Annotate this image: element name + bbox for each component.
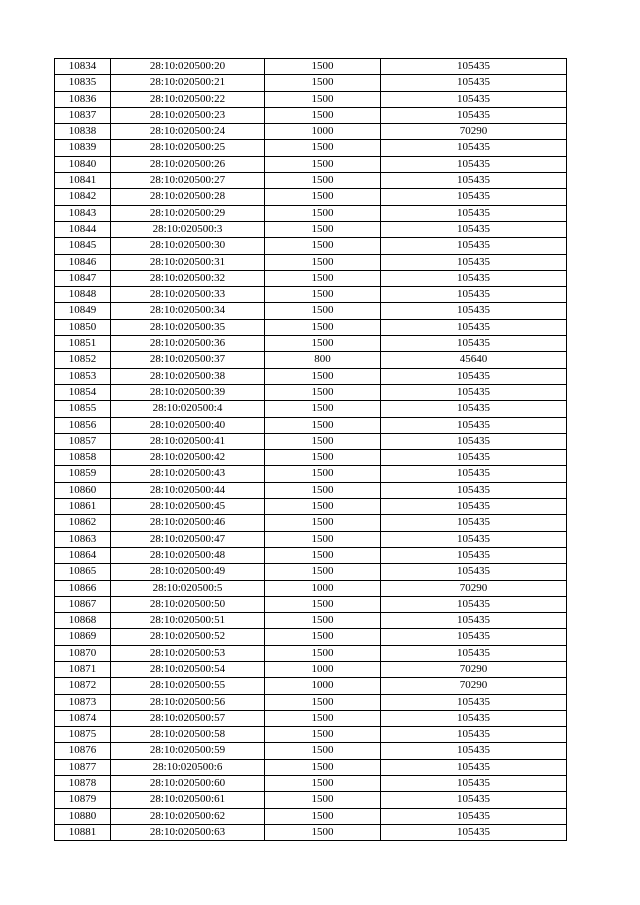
table-row [55, 59, 567, 75]
area-cell: 1500 [265, 107, 381, 123]
row-number-cell: 10877 [55, 759, 111, 775]
cadastral-number-cell: 28:10:020500:23 [111, 107, 265, 123]
table-row [55, 173, 567, 189]
row-number-cell: 10841 [55, 173, 111, 189]
row-number-cell: 10846 [55, 254, 111, 270]
value-cell: 105435 [381, 531, 567, 547]
table-row [55, 482, 567, 498]
area-cell: 1500 [265, 531, 381, 547]
cadastral-number-cell: 28:10:020500:59 [111, 743, 265, 759]
value-cell: 105435 [381, 564, 567, 580]
area-cell: 1500 [265, 368, 381, 384]
table-row [55, 319, 567, 335]
area-cell: 1500 [265, 417, 381, 433]
row-number-cell: 10863 [55, 531, 111, 547]
cadastral-number-cell: 28:10:020500:31 [111, 254, 265, 270]
table-row [55, 433, 567, 449]
table-row [55, 824, 567, 840]
value-cell: 70290 [381, 580, 567, 596]
area-cell: 1000 [265, 580, 381, 596]
value-cell: 45640 [381, 352, 567, 368]
area-cell: 1500 [265, 743, 381, 759]
value-cell: 105435 [381, 433, 567, 449]
row-number-cell: 10869 [55, 629, 111, 645]
area-cell: 1500 [265, 710, 381, 726]
table-row [55, 221, 567, 237]
value-cell: 105435 [381, 776, 567, 792]
table-row [55, 352, 567, 368]
value-cell: 105435 [381, 596, 567, 612]
cadastral-number-cell: 28:10:020500:57 [111, 710, 265, 726]
cadastral-number-cell: 28:10:020500:49 [111, 564, 265, 580]
row-number-cell: 10865 [55, 564, 111, 580]
area-cell: 1500 [265, 303, 381, 319]
row-number-cell: 10850 [55, 319, 111, 335]
area-cell: 1500 [265, 156, 381, 172]
table-row [55, 596, 567, 612]
area-cell: 1500 [265, 694, 381, 710]
row-number-cell: 10867 [55, 596, 111, 612]
row-number-cell: 10854 [55, 384, 111, 400]
area-cell: 1500 [265, 173, 381, 189]
table-row [55, 336, 567, 352]
value-cell: 105435 [381, 189, 567, 205]
value-cell: 105435 [381, 238, 567, 254]
row-number-cell: 10845 [55, 238, 111, 254]
area-cell: 1500 [265, 287, 381, 303]
row-number-cell: 10874 [55, 710, 111, 726]
table-row [55, 661, 567, 677]
row-number-cell: 10864 [55, 547, 111, 563]
cadastral-number-cell: 28:10:020500:62 [111, 808, 265, 824]
cadastral-number-cell: 28:10:020500:25 [111, 140, 265, 156]
cadastral-number-cell: 28:10:020500:28 [111, 189, 265, 205]
area-cell: 1500 [265, 515, 381, 531]
table-row [55, 531, 567, 547]
value-cell: 105435 [381, 824, 567, 840]
cadastral-number-cell: 28:10:020500:27 [111, 173, 265, 189]
cadastral-number-cell: 28:10:020500:22 [111, 91, 265, 107]
cadastral-number-cell: 28:10:020500:43 [111, 466, 265, 482]
area-cell: 1500 [265, 596, 381, 612]
table-row [55, 547, 567, 563]
cadastral-number-cell: 28:10:020500:58 [111, 727, 265, 743]
row-number-cell: 10843 [55, 205, 111, 221]
row-number-cell: 10835 [55, 75, 111, 91]
value-cell: 105435 [381, 156, 567, 172]
value-cell: 105435 [381, 808, 567, 824]
area-cell: 1500 [265, 384, 381, 400]
cadastral-number-cell: 28:10:020500:45 [111, 499, 265, 515]
cadastral-number-cell: 28:10:020500:53 [111, 645, 265, 661]
table-row [55, 629, 567, 645]
value-cell: 105435 [381, 515, 567, 531]
area-cell: 1500 [265, 499, 381, 515]
table-row [55, 254, 567, 270]
cadastral-number-cell: 28:10:020500:5 [111, 580, 265, 596]
value-cell: 105435 [381, 759, 567, 775]
value-cell: 105435 [381, 499, 567, 515]
table-row [55, 515, 567, 531]
row-number-cell: 10840 [55, 156, 111, 172]
value-cell: 70290 [381, 678, 567, 694]
area-cell: 1500 [265, 319, 381, 335]
row-number-cell: 10862 [55, 515, 111, 531]
area-cell: 1500 [265, 140, 381, 156]
area-cell: 1500 [265, 482, 381, 498]
table-row [55, 792, 567, 808]
area-cell: 1000 [265, 124, 381, 140]
row-number-cell: 10853 [55, 368, 111, 384]
area-cell: 1500 [265, 450, 381, 466]
value-cell: 105435 [381, 287, 567, 303]
row-number-cell: 10881 [55, 824, 111, 840]
row-number-cell: 10851 [55, 336, 111, 352]
row-number-cell: 10878 [55, 776, 111, 792]
table-row [55, 189, 567, 205]
area-cell: 1500 [265, 547, 381, 563]
row-number-cell: 10868 [55, 613, 111, 629]
table-row [55, 466, 567, 482]
area-cell: 1500 [265, 189, 381, 205]
row-number-cell: 10880 [55, 808, 111, 824]
cadastral-number-cell: 28:10:020500:38 [111, 368, 265, 384]
table-row [55, 124, 567, 140]
value-cell: 105435 [381, 613, 567, 629]
value-cell: 105435 [381, 384, 567, 400]
cadastral-number-cell: 28:10:020500:54 [111, 661, 265, 677]
row-number-cell: 10872 [55, 678, 111, 694]
row-number-cell: 10873 [55, 694, 111, 710]
value-cell: 105435 [381, 270, 567, 286]
value-cell: 105435 [381, 629, 567, 645]
row-number-cell: 10866 [55, 580, 111, 596]
cadastral-number-cell: 28:10:020500:29 [111, 205, 265, 221]
row-number-cell: 10849 [55, 303, 111, 319]
table-body [55, 59, 567, 841]
row-number-cell: 10836 [55, 91, 111, 107]
value-cell: 105435 [381, 221, 567, 237]
row-number-cell: 10879 [55, 792, 111, 808]
row-number-cell: 10870 [55, 645, 111, 661]
table-row [55, 564, 567, 580]
cadastral-number-cell: 28:10:020500:3 [111, 221, 265, 237]
area-cell: 1500 [265, 792, 381, 808]
cadastre-table [54, 58, 567, 841]
area-cell: 1500 [265, 205, 381, 221]
value-cell: 105435 [381, 319, 567, 335]
area-cell: 1500 [265, 254, 381, 270]
table-row [55, 808, 567, 824]
row-number-cell: 10871 [55, 661, 111, 677]
row-number-cell: 10875 [55, 727, 111, 743]
table-row [55, 156, 567, 172]
cadastral-number-cell: 28:10:020500:51 [111, 613, 265, 629]
area-cell: 1500 [265, 91, 381, 107]
value-cell: 105435 [381, 59, 567, 75]
value-cell: 105435 [381, 547, 567, 563]
cadastral-number-cell: 28:10:020500:46 [111, 515, 265, 531]
value-cell: 105435 [381, 140, 567, 156]
value-cell: 105435 [381, 694, 567, 710]
table-row [55, 140, 567, 156]
table-row [55, 694, 567, 710]
area-cell: 1500 [265, 75, 381, 91]
value-cell: 105435 [381, 107, 567, 123]
row-number-cell: 10834 [55, 59, 111, 75]
value-cell: 105435 [381, 727, 567, 743]
area-cell: 1000 [265, 678, 381, 694]
value-cell: 105435 [381, 173, 567, 189]
value-cell: 105435 [381, 645, 567, 661]
table-row [55, 270, 567, 286]
row-number-cell: 10842 [55, 189, 111, 205]
value-cell: 105435 [381, 401, 567, 417]
value-cell: 105435 [381, 743, 567, 759]
cadastral-number-cell: 28:10:020500:47 [111, 531, 265, 547]
area-cell: 1500 [265, 270, 381, 286]
table-row [55, 75, 567, 91]
cadastral-number-cell: 28:10:020500:4 [111, 401, 265, 417]
table-row [55, 743, 567, 759]
area-cell: 1500 [265, 645, 381, 661]
table-row [55, 776, 567, 792]
cadastral-number-cell: 28:10:020500:36 [111, 336, 265, 352]
area-cell: 1000 [265, 661, 381, 677]
value-cell: 105435 [381, 336, 567, 352]
area-cell: 1500 [265, 401, 381, 417]
value-cell: 105435 [381, 303, 567, 319]
area-cell: 800 [265, 352, 381, 368]
table-row [55, 499, 567, 515]
row-number-cell: 10844 [55, 221, 111, 237]
value-cell: 105435 [381, 75, 567, 91]
cadastral-number-cell: 28:10:020500:50 [111, 596, 265, 612]
table-row [55, 287, 567, 303]
cadastral-number-cell: 28:10:020500:32 [111, 270, 265, 286]
cadastral-number-cell: 28:10:020500:39 [111, 384, 265, 400]
table-row [55, 107, 567, 123]
area-cell: 1500 [265, 613, 381, 629]
area-cell: 1500 [265, 221, 381, 237]
area-cell: 1500 [265, 238, 381, 254]
cadastral-number-cell: 28:10:020500:41 [111, 433, 265, 449]
cadastral-number-cell: 28:10:020500:30 [111, 238, 265, 254]
row-number-cell: 10848 [55, 287, 111, 303]
table-row [55, 205, 567, 221]
table-row [55, 580, 567, 596]
cadastral-number-cell: 28:10:020500:21 [111, 75, 265, 91]
cadastral-number-cell: 28:10:020500:34 [111, 303, 265, 319]
area-cell: 1500 [265, 59, 381, 75]
row-number-cell: 10839 [55, 140, 111, 156]
cadastral-number-cell: 28:10:020500:56 [111, 694, 265, 710]
value-cell: 105435 [381, 482, 567, 498]
area-cell: 1500 [265, 466, 381, 482]
row-number-cell: 10837 [55, 107, 111, 123]
cadastral-number-cell: 28:10:020500:52 [111, 629, 265, 645]
value-cell: 105435 [381, 368, 567, 384]
value-cell: 105435 [381, 792, 567, 808]
cadastral-number-cell: 28:10:020500:63 [111, 824, 265, 840]
area-cell: 1500 [265, 824, 381, 840]
value-cell: 105435 [381, 205, 567, 221]
area-cell: 1500 [265, 433, 381, 449]
table-row [55, 417, 567, 433]
cadastral-number-cell: 28:10:020500:33 [111, 287, 265, 303]
table-row [55, 368, 567, 384]
row-number-cell: 10857 [55, 433, 111, 449]
cadastral-number-cell: 28:10:020500:48 [111, 547, 265, 563]
table-row [55, 613, 567, 629]
table-row [55, 303, 567, 319]
row-number-cell: 10860 [55, 482, 111, 498]
row-number-cell: 10858 [55, 450, 111, 466]
value-cell: 105435 [381, 91, 567, 107]
value-cell: 105435 [381, 450, 567, 466]
table-row [55, 727, 567, 743]
area-cell: 1500 [265, 759, 381, 775]
cadastral-number-cell: 28:10:020500:61 [111, 792, 265, 808]
value-cell: 105435 [381, 254, 567, 270]
cadastral-number-cell: 28:10:020500:60 [111, 776, 265, 792]
value-cell: 70290 [381, 661, 567, 677]
table-row [55, 645, 567, 661]
cadastral-number-cell: 28:10:020500:44 [111, 482, 265, 498]
row-number-cell: 10847 [55, 270, 111, 286]
cadastral-number-cell: 28:10:020500:24 [111, 124, 265, 140]
table-row [55, 401, 567, 417]
value-cell: 105435 [381, 710, 567, 726]
area-cell: 1500 [265, 336, 381, 352]
cadastral-number-cell: 28:10:020500:20 [111, 59, 265, 75]
value-cell: 105435 [381, 417, 567, 433]
cadastral-number-cell: 28:10:020500:40 [111, 417, 265, 433]
cadastral-number-cell: 28:10:020500:42 [111, 450, 265, 466]
cadastral-number-cell: 28:10:020500:26 [111, 156, 265, 172]
row-number-cell: 10876 [55, 743, 111, 759]
row-number-cell: 10855 [55, 401, 111, 417]
table-row [55, 91, 567, 107]
value-cell: 70290 [381, 124, 567, 140]
area-cell: 1500 [265, 564, 381, 580]
area-cell: 1500 [265, 808, 381, 824]
table-row [55, 238, 567, 254]
table-row [55, 678, 567, 694]
row-number-cell: 10859 [55, 466, 111, 482]
row-number-cell: 10861 [55, 499, 111, 515]
table-row [55, 710, 567, 726]
table-row [55, 450, 567, 466]
cadastral-number-cell: 28:10:020500:6 [111, 759, 265, 775]
area-cell: 1500 [265, 776, 381, 792]
area-cell: 1500 [265, 629, 381, 645]
table-row [55, 759, 567, 775]
cadastral-number-cell: 28:10:020500:37 [111, 352, 265, 368]
row-number-cell: 10838 [55, 124, 111, 140]
cadastral-number-cell: 28:10:020500:35 [111, 319, 265, 335]
row-number-cell: 10852 [55, 352, 111, 368]
row-number-cell: 10856 [55, 417, 111, 433]
value-cell: 105435 [381, 466, 567, 482]
area-cell: 1500 [265, 727, 381, 743]
table-row [55, 384, 567, 400]
cadastral-number-cell: 28:10:020500:55 [111, 678, 265, 694]
